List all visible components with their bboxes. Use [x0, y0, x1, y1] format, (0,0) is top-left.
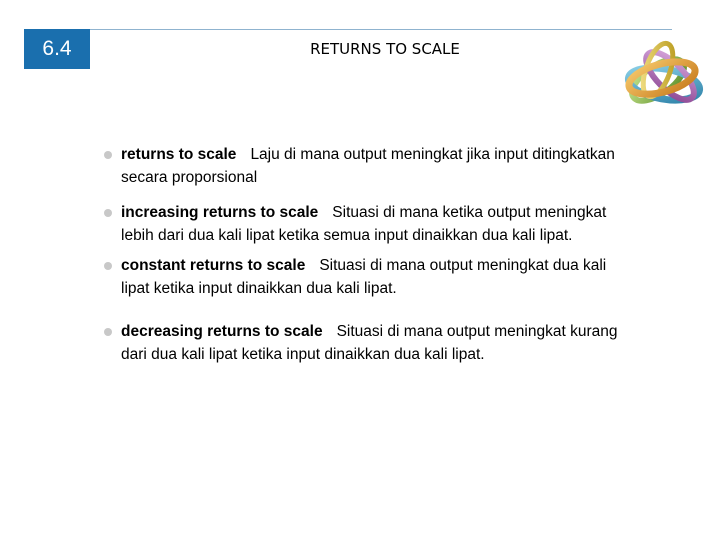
bullet-dot-icon	[104, 151, 112, 159]
definition-item-returns-to-scale	[104, 144, 624, 189]
logo-ring-orange	[626, 56, 699, 101]
definition: Situasi di mana ketika output meningkat lebih dari dua kali lipat ketika semua input dinaikkan dua kali lipat.	[121, 204, 607, 244]
interlocking-rings-logo-icon	[612, 30, 712, 126]
definition-item-constant-returns	[104, 255, 624, 300]
definition: Laju di mana output meningkat jika input ditingkatkan secara proporsional	[121, 146, 615, 186]
header-divider	[90, 29, 672, 30]
bullet-dot-icon	[104, 209, 112, 217]
section-number: 6.4	[42, 37, 72, 60]
term: constant returns to scale	[121, 257, 306, 274]
slide-title: RETURNS TO SCALE	[310, 40, 460, 58]
definition: Situasi di mana output meningkat dua kali lipat ketika input dinaikkan dua kali lipat.	[121, 257, 607, 297]
bullet-dot-icon	[104, 328, 112, 336]
term: decreasing returns to scale	[121, 323, 323, 340]
term: increasing returns to scale	[121, 204, 319, 221]
bullet-dot-icon	[104, 262, 112, 270]
definition-item-decreasing-returns	[104, 321, 624, 366]
section-number-badge	[24, 29, 90, 69]
definition-item-increasing-returns	[104, 202, 624, 247]
definition: Situasi di mana output meningkat kurang dari dua kali lipat ketika input dinaikkan dua kali lipat.	[121, 323, 618, 363]
term: returns to scale	[121, 146, 237, 163]
definition-list	[104, 144, 624, 366]
